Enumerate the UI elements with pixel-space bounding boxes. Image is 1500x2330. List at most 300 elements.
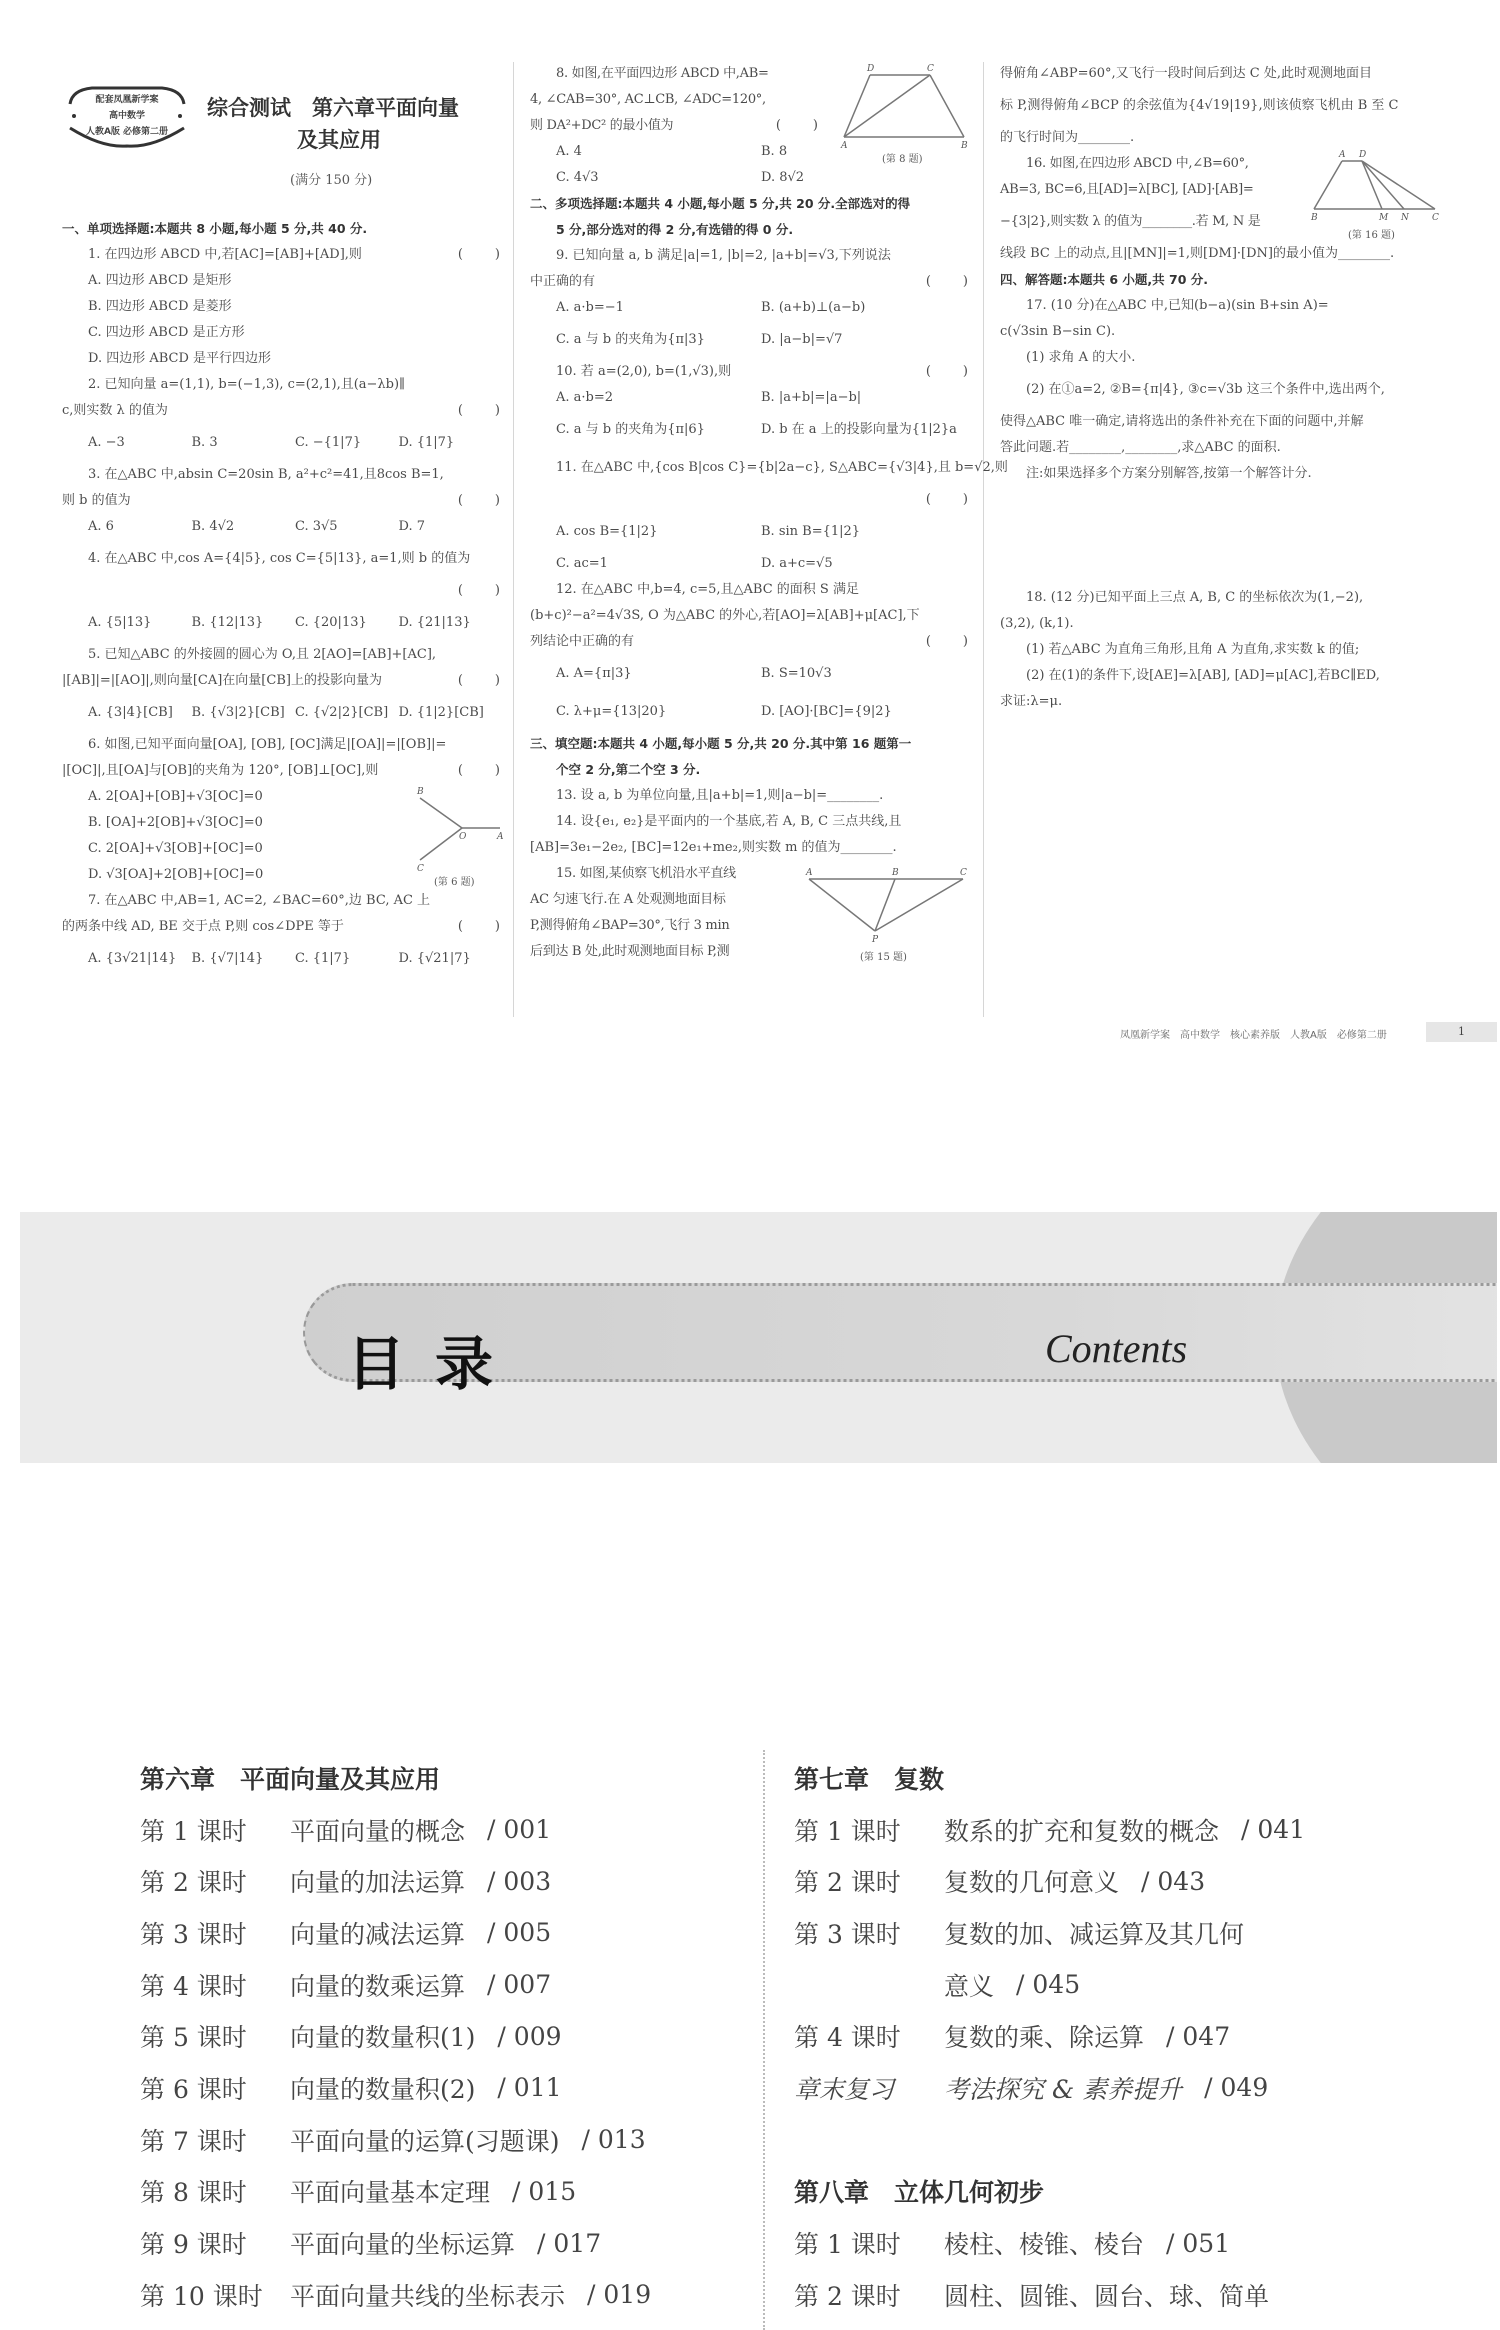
toc-lesson-title: 考法探究 & 素养提升 xyxy=(944,2074,1183,2104)
figure-segment xyxy=(875,879,895,931)
line-text: C. 四边形 ABCD 是正方形 xyxy=(88,325,245,340)
toc-lesson-label: 第 4 课时 xyxy=(794,2023,901,2053)
toc-page-number: / 043 xyxy=(1141,1866,1206,1896)
figure-point-label: N xyxy=(1401,213,1409,223)
toc-page-number: / 013 xyxy=(581,2125,646,2155)
toc-entry[interactable] xyxy=(140,1907,651,1959)
figure-point-label: D xyxy=(867,64,875,74)
answer-option: B. {√7|14} xyxy=(191,951,264,966)
answer-option: A. a·b=2 xyxy=(556,390,614,405)
toc-lesson-label: 第 2 课时 xyxy=(140,1868,247,1898)
question-block xyxy=(530,861,970,965)
toc-lesson-title: 复数的乘、除运算 xyxy=(944,2023,1145,2053)
toc-entry[interactable] xyxy=(140,2269,651,2321)
answer-option: A. {3|4}[CB] xyxy=(88,705,173,720)
line-text: 一、单项选择题:本题共 8 小题,每小题 5 分,共 40 分. xyxy=(62,221,368,236)
stamp-line: 配套凤凰新学案 xyxy=(95,95,159,105)
toc-lesson-label: 章末复习 xyxy=(794,2074,895,2104)
answer-option: D. b 在 a 上的投影向量为{1|2}a xyxy=(761,422,957,437)
answer-option: B. |a+b|=|a−b| xyxy=(761,390,862,405)
answer-blank: ( ) xyxy=(775,118,820,133)
section-heading xyxy=(530,217,970,243)
toc-page-number: / 041 xyxy=(1241,1815,1306,1845)
question-text xyxy=(530,243,970,269)
question-text xyxy=(62,642,502,668)
figure-point-label: B xyxy=(892,868,899,878)
exam-title: 综合测试 第六章平面向量 xyxy=(207,96,459,120)
question-text xyxy=(62,732,502,758)
figure-segment xyxy=(420,798,462,828)
toc-lesson-title: 圆柱、圆锥、圆台、球、简单 xyxy=(944,2281,1270,2311)
section-heading xyxy=(1000,267,1440,293)
answer-options xyxy=(62,604,502,642)
figure-point-label: A xyxy=(806,868,813,878)
answer-options xyxy=(530,693,970,731)
toc-page-number: / 001 xyxy=(487,1815,552,1845)
figure-segment xyxy=(1314,161,1342,209)
line-text: 9. 已知向量 a, b 满足|a|=1, |b|=2, |a+b|=√3,下列说法 xyxy=(556,248,891,263)
line-text: −{3|2},则实数 λ 的值为________.若 M, N 是 xyxy=(1000,214,1261,229)
series-stamp-logo xyxy=(62,82,192,148)
toc-lesson-title: 向量的加法运算 xyxy=(290,1868,466,1898)
toc-lesson-title: 向量的数量积(1) xyxy=(290,2023,476,2053)
fig15-diagram xyxy=(805,868,967,945)
question-text xyxy=(1000,87,1440,125)
line-text: (2) 在(1)的条件下,设[AE]=λ[AB], [AD]=μ[AC],若BC∥ED, xyxy=(1026,668,1380,683)
figure-fig6 xyxy=(412,787,504,888)
line-text: 13. 设 a, b 为单位向量,且|a+b|=1,则|a−b|=________. xyxy=(556,788,884,803)
answer-option: B. 4√2 xyxy=(191,519,235,534)
toc-lesson-label: 第 3 课时 xyxy=(794,1919,901,1949)
toc-page-number: / 007 xyxy=(487,1970,552,2000)
toc-entry[interactable] xyxy=(140,2217,651,2269)
question-text xyxy=(530,809,970,835)
toc-lesson-title-cont: 意义 xyxy=(944,1971,995,2001)
question-text xyxy=(1000,61,1440,87)
answer-option: A. cos B={1|2} xyxy=(556,524,658,539)
answer-options xyxy=(530,165,970,191)
answer-blank: ( ) xyxy=(457,493,502,508)
toc-lesson-title: 平面向量的运算(习题课) xyxy=(290,2126,560,2156)
figure-fig15 xyxy=(805,868,967,963)
line-text: 个空 2 分,第二个空 3 分. xyxy=(556,762,701,777)
answer-blank: ( ) xyxy=(925,634,970,649)
line-text: 2. 已知向量 a=(1,1), b=(−1,3), c=(2,1),且(a−λb)∥ xyxy=(88,377,406,392)
toc-lesson-title: 棱柱、棱锥、棱台 xyxy=(944,2230,1145,2260)
toc-chapter-heading: 第七章 复数 xyxy=(794,1764,945,1794)
toc-entry[interactable] xyxy=(140,2062,651,2114)
line-text: 14. 设{e₁, e₂}是平面内的一个基底,若 A, B, C 三点共线,且 xyxy=(556,814,902,829)
answer-options xyxy=(530,513,970,551)
line-text: |[OC]|,且[OA]与[OB]的夹角为 120°, [OB]⊥[OC],则 xyxy=(62,763,379,778)
question-text xyxy=(1000,637,1440,663)
toc-entry[interactable] xyxy=(140,1855,651,1907)
exam-page xyxy=(0,0,1500,1050)
toc-page-number: / 049 xyxy=(1204,2073,1269,2103)
answer-option: A. {5|13} xyxy=(88,615,152,630)
section-heading xyxy=(530,757,970,783)
toc-column-right xyxy=(794,1752,1305,2321)
line-text: 则 b 的值为 xyxy=(62,493,131,508)
exam-column-left xyxy=(62,216,502,978)
question-text xyxy=(62,462,502,488)
toc-lesson-title: 复数的加、减运算及其几何 xyxy=(944,1919,1245,1949)
contents-title: 目录 xyxy=(347,1330,524,1398)
line-text: 则 DA²+DC² 的最小值为 xyxy=(530,118,674,133)
toc-divider xyxy=(763,1750,765,2330)
answer-options xyxy=(62,694,502,732)
answer-options xyxy=(530,139,970,165)
answer-blank: ( ) xyxy=(457,583,502,598)
question-block xyxy=(1000,585,1440,715)
question-text xyxy=(1000,409,1440,435)
line-text: c(√3sin B−sin C). xyxy=(1000,324,1116,339)
line-text: 10. 若 a=(2,0), b=(1,√3),则 xyxy=(556,364,732,379)
contents-title-en: Contents xyxy=(1045,1326,1188,1371)
question-text xyxy=(530,835,970,861)
question-text xyxy=(530,939,820,965)
answer-option: B. 8 xyxy=(761,144,788,159)
toc-page-number: / 019 xyxy=(587,2280,652,2310)
line-text: [AB]=3e₁−2e₂, [BC]=12e₁+me₂,则实数 m 的值为________. xyxy=(530,840,897,855)
line-text: 16. 如图,在四边形 ABCD 中,∠B=60°, xyxy=(1026,156,1249,171)
answer-blank: ( ) xyxy=(457,673,502,688)
question-text xyxy=(62,372,502,398)
toc-page-number: / 051 xyxy=(1166,2228,1231,2258)
toc-lesson-label: 第 1 课时 xyxy=(794,1816,901,1846)
answer-options xyxy=(530,385,970,411)
toc-entry[interactable] xyxy=(794,1907,1305,1959)
figure-point-label: A xyxy=(841,141,848,151)
answer-option: A. A={π|3} xyxy=(556,666,632,681)
question-text xyxy=(1000,611,1440,637)
figure-segment xyxy=(809,879,875,931)
answer-options xyxy=(530,321,970,359)
toc-spacer xyxy=(794,2114,1305,2166)
line-text: 6. 如图,已知平面向量[OA], [OB], [OC]满足|[OA]|=|[OB]|= xyxy=(88,737,447,752)
answer-option: C. ac=1 xyxy=(556,556,608,571)
answer-options xyxy=(530,411,970,449)
toc-lesson-title: 平面向量的坐标运算 xyxy=(290,2230,516,2260)
line-text: 11. 在△ABC 中,{cos B|cos C}={b|2a−c}, S△ABC={√3|4},且 b=√2,则 xyxy=(556,460,1008,475)
line-text: 的两条中线 AD, BE 交于点 P,则 cos∠DPE 等于 xyxy=(62,919,344,934)
line-text: 后到达 B 处,此时观测地面目标 P,测 xyxy=(530,944,730,959)
toc-entry[interactable] xyxy=(794,2010,1305,2062)
toc-lesson-label: 第 1 课时 xyxy=(794,2230,901,2260)
line-text: A. 2[OA]+[OB]+√3[OC]=0 xyxy=(88,789,263,804)
answer-option: C. 3√5 xyxy=(295,519,338,534)
column-divider xyxy=(983,62,984,1017)
line-text: 四、解答题:本题共 6 小题,共 70 分. xyxy=(1000,272,1208,287)
question-text xyxy=(1000,177,1290,203)
toc-lesson-label: 第 7 课时 xyxy=(140,2126,247,2156)
question-text xyxy=(530,359,970,385)
answer-option: C. λ+μ={13|20} xyxy=(556,704,667,719)
question-text xyxy=(1000,435,1440,461)
toc-lesson-label: 第 2 课时 xyxy=(794,2281,901,2311)
figure-point-label: C xyxy=(1432,213,1439,223)
line-text: 线段 BC 上的动点,且|[MN]|=1,则[DM]·[DN]的最小值为________. xyxy=(1000,246,1395,261)
line-text: AC 匀速飞行.在 A 处观测地面目标 xyxy=(530,892,726,907)
section-heading xyxy=(530,191,970,217)
toc-chapter-heading: 第六章 平面向量及其应用 xyxy=(140,1764,441,1794)
question-text xyxy=(530,887,820,913)
question-text xyxy=(530,487,970,513)
toc-page-number: / 047 xyxy=(1166,2021,1231,2051)
line-text: 5. 已知△ABC 的外接圆的圆心为 O,且 2[AO]=[AB]+[AC], xyxy=(88,647,437,662)
line-text: 中正确的有 xyxy=(530,274,596,289)
line-text: AB=3, BC=6,且[AD]=λ[BC], [AD]·[AB]= xyxy=(1000,182,1254,197)
toc-lesson-label: 第 10 课时 xyxy=(140,2281,263,2311)
figure-point-label: B xyxy=(961,141,968,151)
toc-entry[interactable] xyxy=(140,1804,651,1856)
question-text xyxy=(62,668,502,694)
line-text: 的飞行时间为________. xyxy=(1000,130,1135,145)
question-text xyxy=(62,242,502,268)
line-text: 5 分,部分选对的得 2 分,有选错的得 0 分. xyxy=(556,222,794,237)
question-text xyxy=(62,540,502,578)
toc-entry[interactable] xyxy=(794,2217,1305,2269)
exam-column-right xyxy=(1000,61,1440,715)
fig8-diagram xyxy=(841,64,968,151)
toc-page-number: / 005 xyxy=(487,1918,552,1948)
line-text: (b+c)²−a²=4√3S, O 为△ABC 的外心,若[AO]=λ[AB]+μ[AC],下 xyxy=(530,608,920,623)
figure-segment xyxy=(420,828,462,860)
line-text: c,则实数 λ 的值为 xyxy=(62,403,168,418)
toc-page-number: / 009 xyxy=(497,2021,562,2051)
toc-lesson-label: 第 4 课时 xyxy=(140,1971,247,2001)
answer-blank: ( ) xyxy=(457,247,502,262)
question-text xyxy=(1000,241,1440,267)
toc-lesson-label: 第 3 课时 xyxy=(140,1919,247,1949)
question-text xyxy=(62,758,502,784)
question-block xyxy=(1000,61,1440,151)
question-text xyxy=(1000,461,1440,487)
figure-caption: (第 15 题) xyxy=(860,952,907,963)
question-text xyxy=(530,269,970,295)
toc-lesson-label: 第 6 课时 xyxy=(140,2074,247,2104)
question-text xyxy=(1000,151,1290,177)
answer-blank: ( ) xyxy=(457,403,502,418)
exam-column-middle xyxy=(530,61,1008,965)
toc-entry[interactable] xyxy=(140,2114,651,2166)
answer-option: D. |a−b|=√7 xyxy=(761,332,843,347)
answer-option: B. S=10√3 xyxy=(761,666,832,681)
figure-point-label: A xyxy=(1339,150,1346,160)
question-block xyxy=(1000,151,1440,241)
answer-options xyxy=(62,268,502,294)
question-block xyxy=(530,139,1008,861)
question-text xyxy=(530,113,820,139)
question-text xyxy=(530,603,970,629)
answer-blank: ( ) xyxy=(925,274,970,289)
figure-point-label: M xyxy=(1379,213,1389,223)
line-text: 4. 在△ABC 中,cos A={4|5}, cos C={5|13}, a=1,则 b 的值为 xyxy=(88,551,471,566)
toc-lesson-title: 数系的扩充和复数的概念 xyxy=(944,1816,1220,1846)
toc-entry[interactable] xyxy=(794,2269,1305,2321)
answer-options xyxy=(62,514,502,540)
line-text: B. 四边形 ABCD 是菱形 xyxy=(88,299,232,314)
answer-option: C. a 与 b 的夹角为{π|6} xyxy=(556,422,705,437)
line-text: (2) 在①a=2, ②B={π|4}, ③c=√3b 这三个条件中,选出两个, xyxy=(1026,382,1385,397)
line-text: 12. 在△ABC 中,b=4, c=5,且△ABC 的面积 S 满足 xyxy=(556,582,859,597)
line-text: 求证:λ=μ. xyxy=(1000,694,1063,709)
line-text: D. √3[OA]+2[OB]+[OC]=0 xyxy=(88,867,264,882)
line-text: 3. 在△ABC 中,absin C=20sin B, a²+c²=41,且8cos B=1, xyxy=(88,467,444,482)
answer-options xyxy=(62,320,502,346)
footer-series: 凤凰新学案 高中数学 核心素养版 人教A版 必修第二册 xyxy=(1120,1030,1387,1041)
question-text xyxy=(62,488,502,514)
answer-option: C. {1|7} xyxy=(295,951,351,966)
toc-column-left xyxy=(140,1752,651,2321)
answer-options xyxy=(62,346,502,372)
toc-entry[interactable] xyxy=(140,2166,651,2218)
answer-option: D. a+c=√5 xyxy=(761,556,833,571)
toc-entry[interactable] xyxy=(794,1804,1305,1856)
question-text xyxy=(62,914,502,940)
question-text xyxy=(530,629,970,655)
question-text xyxy=(530,449,1008,487)
answer-option: A. a·b=−1 xyxy=(556,300,624,315)
figure-point-label: C xyxy=(927,64,934,74)
line-text: 17. (10 分)在△ABC 中,已知(b−a)(sin B+sin A)= xyxy=(1026,298,1329,313)
figure-caption: (第 6 题) xyxy=(434,877,475,888)
answer-option: C. −{1|7} xyxy=(295,435,362,450)
section-heading xyxy=(62,216,502,242)
question-text xyxy=(1000,345,1440,371)
line-text: 答此问题.若________,________,求△ABC 的面积. xyxy=(1000,440,1281,455)
question-text xyxy=(1000,585,1440,611)
answer-option: C. {√2|2}[CB] xyxy=(295,705,389,720)
answer-options xyxy=(62,294,502,320)
line-text: C. 2[OA]+√3[OB]+[OC]=0 xyxy=(88,841,263,856)
answer-options xyxy=(62,424,502,462)
line-text: (3,2), (k,1). xyxy=(1000,616,1074,631)
line-text: D. 四边形 ABCD 是平行四边形 xyxy=(88,351,272,366)
line-text: 1. 在四边形 ABCD 中,若[AC]=[AB]+[AD],则 xyxy=(88,247,362,262)
line-text: 7. 在△ABC 中,AB=1, AC=2, ∠BAC=60°,边 BC, AC 上 xyxy=(88,893,431,908)
figure-point-label: D xyxy=(1359,150,1367,160)
toc-page-number: / 015 xyxy=(512,2176,577,2206)
toc-lesson-title: 平面向量的概念 xyxy=(290,1816,466,1846)
answer-option: D. {1|7} xyxy=(398,435,455,450)
toc-lesson-title: 平面向量基本定理 xyxy=(290,2178,491,2208)
toc-entry[interactable] xyxy=(140,1959,651,2011)
fig6-diagram xyxy=(412,787,504,874)
stamp-line: 高中数学 xyxy=(108,111,145,121)
answer-option: C. a 与 b 的夹角为{π|3} xyxy=(556,332,705,347)
answer-option: A. 4 xyxy=(556,144,582,159)
figure-segment xyxy=(875,879,963,931)
toc-lesson-label: 第 2 课时 xyxy=(794,1868,901,1898)
figure-point-label: A xyxy=(497,832,504,842)
toc-page-number: / 017 xyxy=(537,2228,602,2258)
question-text xyxy=(530,61,820,87)
toc-lesson-label: 第 8 课时 xyxy=(140,2178,247,2208)
line-text: 三、填空题:本题共 4 小题,每小题 5 分,共 20 分.其中第 16 题第一 xyxy=(530,736,912,751)
toc-entry[interactable] xyxy=(140,2010,651,2062)
line-text: 得俯角∠ABP=60°,又飞行一段时间后到达 C 处,此时观测地面目 xyxy=(1000,66,1372,81)
question-text xyxy=(62,398,502,424)
line-text: |[AB]|=|[AO]|,则向量[CA]在向量[CB]上的投影向量为 xyxy=(62,673,382,688)
figure-point-label: O xyxy=(459,832,467,842)
toc-lesson-title: 向量的数量积(2) xyxy=(290,2074,476,2104)
answer-options xyxy=(530,655,970,693)
line-text: 15. 如图,某侦察飞机沿水平直线 xyxy=(556,866,736,881)
question-text xyxy=(530,783,970,809)
answer-option: D. {√21|7} xyxy=(398,951,471,966)
figure-segment xyxy=(930,75,964,137)
line-text: 注:如果选择多个方案分别解答,按第一个解答计分. xyxy=(1026,466,1312,481)
question-text xyxy=(530,861,820,887)
answer-option: A. 6 xyxy=(88,519,114,534)
answer-option: D. 7 xyxy=(398,519,425,534)
answer-options xyxy=(62,940,502,978)
line-text: 18. (12 分)已知平面上三点 A, B, C 的坐标依次为(1,−2), xyxy=(1026,590,1364,605)
figure-fig16 xyxy=(1311,150,1439,241)
toc-chapter-heading: 第八章 立体几何初步 xyxy=(794,2178,1045,2208)
line-text: 二、多项选择题:本题共 4 小题,每小题 5 分,共 20 分.全部选对的得 xyxy=(530,196,911,211)
question-text xyxy=(1000,125,1440,151)
line-text: P,测得俯角∠BAP=30°,飞行 3 min xyxy=(530,918,730,933)
line-text: A. 四边形 ABCD 是矩形 xyxy=(88,273,232,288)
question-text xyxy=(1000,371,1440,409)
toc-entry[interactable] xyxy=(794,2062,1305,2114)
toc-page-number: / 011 xyxy=(497,2073,562,2103)
answer-option: C. {20|13} xyxy=(295,615,367,630)
question-text xyxy=(62,578,502,604)
answer-option: C. 4√3 xyxy=(556,170,599,185)
contents-banner xyxy=(20,1212,1497,1463)
answer-blank: ( ) xyxy=(925,492,970,507)
question-text xyxy=(530,577,970,603)
line-text: 8. 如图,在平面四边形 ABCD 中,AB= xyxy=(556,66,769,81)
figure-point-label: B xyxy=(417,787,424,797)
toc-lesson-label: 第 1 课时 xyxy=(140,1816,247,1846)
answer-option: A. {3√21|14} xyxy=(88,951,177,966)
answer-option: B. {√3|2}[CB] xyxy=(191,705,285,720)
answer-option: D. {1|2}[CB] xyxy=(398,705,484,720)
line-text: (1) 求角 A 的大小. xyxy=(1026,350,1136,365)
question-text xyxy=(1000,293,1440,319)
line-text: 标 P,测得俯角∠BCP 的余弦值为{4√19|19},则该侦察飞机由 B 至 C xyxy=(1000,98,1399,113)
line-text: 4, ∠CAB=30°, AC⊥CB, ∠ADC=120°, xyxy=(530,92,766,107)
answer-option: D. {21|13} xyxy=(398,615,471,630)
toc-entry[interactable] xyxy=(794,1855,1305,1907)
page-number: 1 xyxy=(1426,1022,1497,1042)
toc-lesson-title: 复数的几何意义 xyxy=(944,1868,1120,1898)
question-text xyxy=(1000,203,1290,241)
answer-option: D. 8√2 xyxy=(761,170,805,185)
answer-options xyxy=(530,295,970,321)
toc-lesson-label: 第 9 课时 xyxy=(140,2230,247,2260)
figure-point-label: P xyxy=(872,935,879,945)
answer-blank: ( ) xyxy=(925,364,970,379)
answer-option: B. {12|13} xyxy=(191,615,264,630)
question-text xyxy=(1000,689,1440,715)
line-text: 列结论中正确的有 xyxy=(530,634,635,649)
answer-option: D. [AO]·[BC]={9|2} xyxy=(761,704,892,719)
toc-lesson-title: 向量的数乘运算 xyxy=(290,1971,466,2001)
toc-lesson-label: 第 5 课时 xyxy=(140,2023,247,2053)
toc-lesson-title: 向量的减法运算 xyxy=(290,1919,466,1949)
answer-option: B. 3 xyxy=(191,435,218,450)
toc-entry-continued[interactable] xyxy=(794,1959,1305,2011)
answer-blank: ( ) xyxy=(457,763,502,778)
fig16-diagram xyxy=(1311,150,1439,223)
answer-blank: ( ) xyxy=(457,919,502,934)
question-text xyxy=(1000,663,1440,689)
